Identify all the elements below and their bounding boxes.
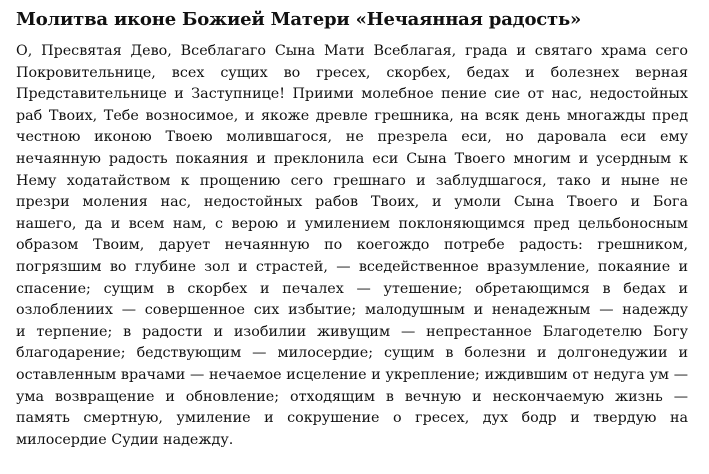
prayer-line: честною иконою Твоею молившагося, не презрела еси, но даровала еси ему xyxy=(16,129,688,146)
prayer-line: нашего, да и всем нам, с верою и умилением поклоняющимся пред цельбоносным xyxy=(16,215,688,232)
prayer-line: О, Пресвятая Дево, Всеблагаго Сына Мати Всеблагая, града и святаго храма сего xyxy=(16,43,688,59)
prayer-line: ума возвращение и обновление; отходящим в вечную и нескончаемую жизнь — xyxy=(16,388,688,405)
prayer-text xyxy=(16,41,695,451)
prayer-line: нечаянную радость покаяния и преклонила еси Сына Твоего многим и усердным к xyxy=(16,150,688,167)
prayer-line: оставленным врачами — нечаемое исцеление и укрепление; иждившим от недуга ум — xyxy=(16,366,688,383)
prayer-line: память смертную, умиление и сокрушение о гресех, дух бодр и твердую на xyxy=(16,410,688,427)
prayer-line: Покровительнице, всех сущих во гресех, скорбех, бедах и болезнех верная xyxy=(16,64,688,81)
prayer-title: Молитва иконе Божией Матери «Нечаянная радость» xyxy=(16,9,582,30)
prayer-line: благодарение; бедствующим — милосердие; сущим в болезни и долгонедужии и xyxy=(16,345,688,362)
prayer-line: образом Твоим, дарует нечаянную по коегождо потребе радость: грешником, xyxy=(16,237,688,254)
prayer-line: раб Твоих, Тебе возносимое, и якоже древле грешника, на всяк день многажды пред xyxy=(16,107,688,124)
prayer-line: спасение; сущим в скорбех и печалех — утешение; обретающимся в бедах и xyxy=(16,280,688,297)
prayer-line: Нему ходатайством к прощению сего грешнаго и заблудшагося, тако и ныне не xyxy=(16,172,688,189)
prayer-line: озлоблениих — совершенное сих избытие; малодушным и ненадежным — надежду xyxy=(16,302,688,319)
prayer-line: и терпение; в радости и изобилии живущим — непрестанное Благодетелю Богу xyxy=(16,323,688,340)
prayer-line: милосердие Судии надежду. xyxy=(16,431,234,448)
prayer-line: погрязшим во глубине зол и страстей, — вседейственное вразумление, покаяние и xyxy=(16,258,688,275)
prayer-line: Представительнице и Заступнице! Приими молебное пение сие от нас, недостойных xyxy=(16,86,688,103)
prayer-line: презри моления нас, недостойных рабов Твоих, и умоли Сына Твоего и Бога xyxy=(16,194,688,211)
